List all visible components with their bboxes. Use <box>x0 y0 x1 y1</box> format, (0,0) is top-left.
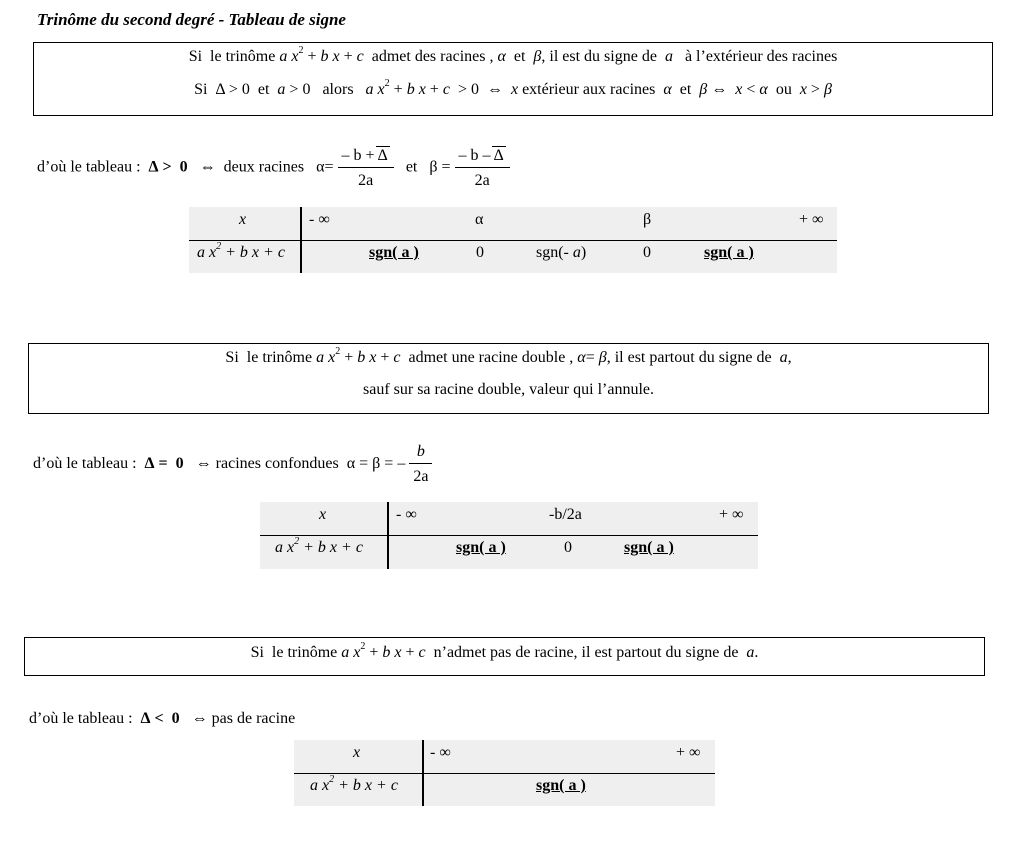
table1-minus-inf: - ∞ <box>309 211 330 228</box>
table3-sgn-a: sgn( a ) <box>536 777 586 794</box>
page-title: Trinôme du second degré - Tableau de signe <box>37 10 346 29</box>
table1-zero-alpha: 0 <box>476 244 484 261</box>
table2-x-header: x <box>319 506 327 523</box>
table1-plus-inf: + ∞ <box>799 211 824 228</box>
table1-beta: β <box>643 211 652 228</box>
section2-formula: d’où le tableau : Δ = 0 ⇔ racines confondues α = β = – $\frac{b}{2a}$ <box>33 443 436 486</box>
table1-sgn-minus-a: sgn(- a) <box>536 244 587 261</box>
rule-box-double-root <box>28 343 989 414</box>
rule2-line-1: Si le trinôme a $x^2 + b$ x + c admet une racine double , α= β, il est partout du signe de a, <box>225 346 792 366</box>
double-root-fraction: $\frac{b}{2a}$ <box>409 443 432 486</box>
section3-formula: d’où le tableau : Δ < 0 ⇔ pas de racine <box>29 710 296 727</box>
rule2-line-2: sauf sur sa racine double, valeur qui l’annule. <box>362 381 654 398</box>
table3-x-header: x <box>353 744 361 761</box>
table2-sgn-a-right: sgn( a ) <box>624 539 674 556</box>
table2-zero: 0 <box>564 539 572 556</box>
table1-sgn-a-right: sgn( a ) <box>704 244 754 261</box>
sign-table-delta-zero <box>260 502 758 569</box>
alpha-fraction: $\frac{- b + \Delta}{2a}$ <box>338 146 394 190</box>
table2-header-mid: -b/2a <box>549 506 582 523</box>
table1-x-header: x <box>239 211 247 228</box>
beta-fraction: $\frac{- b - \Delta}{2a}$ <box>455 146 510 190</box>
rule-line-2: Si Δ > 0 et a > 0 alors a $x^2 + b$ x + c > 0 ⇔ x extérieur aux racines α et β ⇔ x < α ou x > β <box>194 78 832 98</box>
table2-sgn-a-left: sgn( a ) <box>456 539 506 556</box>
section1-formula: d’où le tableau : Δ > 0 ⇔ deux racines α= $\frac{- b + \Delta}{2a}$ et β = $\frac{- b - \Delta}{2a}$ <box>37 146 514 190</box>
table2-plus-inf: + ∞ <box>719 506 744 523</box>
table2-minus-inf: - ∞ <box>396 506 417 523</box>
rule3-line: Si le trinôme a $x^2 + b$ x + c n’admet pas de racine, il est partout du signe de a. <box>250 641 759 661</box>
table1-row-label: a $x^2 + b$ x + c <box>197 241 285 261</box>
table1-zero-beta: 0 <box>643 244 651 261</box>
rule-line-1: Si le trinôme a $x^2 + b$ x + c admet des racines , α et β, il est du signe de a à l’extérieur des racines <box>188 45 838 65</box>
table2-row-label: a $x^2 + b$ x + c <box>275 536 363 556</box>
table1-sgn-a-left: sgn( a ) <box>369 244 419 261</box>
table3-minus-inf: - ∞ <box>430 744 451 761</box>
table3-row-label: a $x^2 + b$ x + c <box>310 774 398 794</box>
rule-box-two-roots <box>33 42 993 116</box>
sign-table-delta-positive <box>189 207 837 273</box>
sign-table-delta-negative <box>294 740 715 806</box>
rule-box-no-root <box>24 637 985 676</box>
table1-alpha: α <box>475 211 484 228</box>
table3-plus-inf: + ∞ <box>676 744 701 761</box>
